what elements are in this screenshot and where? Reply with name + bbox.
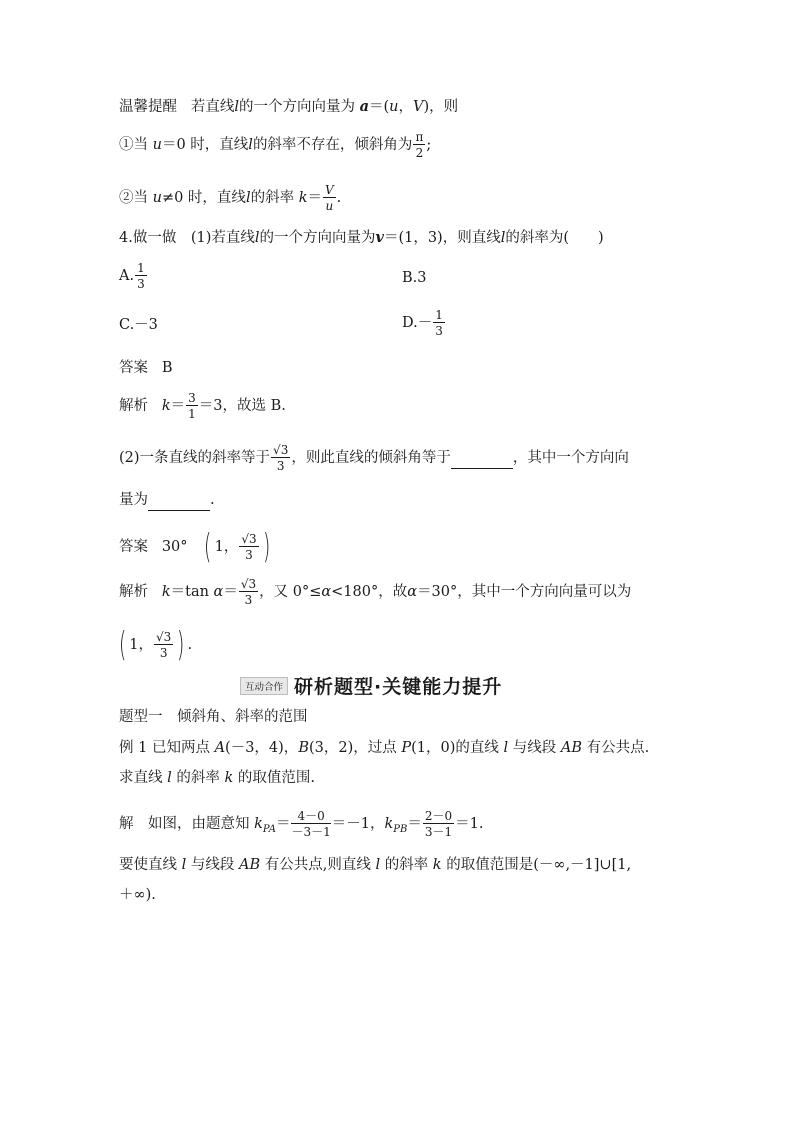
tip-text: 的一个方向向量为 [238,99,355,115]
solution-text: ＝－1， [331,816,385,832]
conclusion-text: 要使直线 [119,857,177,873]
var-k: k [161,584,171,600]
var-u: u [152,137,162,153]
denominator: 3 [435,324,443,338]
fraction [186,392,198,420]
numerator: V [324,183,334,197]
example-text: 与线段 [512,740,557,756]
numerator: 3 [188,391,196,405]
answer-2 [119,527,273,567]
solution-text: ，又 0°≤ [259,584,322,600]
var-k: k [161,398,171,414]
option-label: C.－3 [119,317,158,333]
section-banner [240,672,502,699]
example-text: 的斜率 [176,770,220,786]
fraction [291,810,330,838]
solution-1 [119,392,286,420]
denominator: 3 [276,459,285,473]
vector-v: v [375,229,384,246]
example-text: (1，0)的直线 [411,740,499,756]
denominator: 3 [137,277,145,291]
example-text: 例 1 已知两点 [119,740,210,756]
numerator: π [415,130,424,144]
var-u: u [152,190,162,206]
option-d [402,309,446,337]
solution-3 [119,810,483,840]
question-text: ，其中一个方向向 [512,450,629,466]
var-alpha: α [321,584,332,600]
var-l: l [500,230,506,246]
question-text: (2)一条直线的斜率等于 [119,450,271,466]
left-paren: ( [204,527,212,567]
right-paren: ) [177,625,185,665]
question-4-2-cont [119,490,215,511]
question-text: 的斜率为( ) [505,230,604,246]
conclusion-text: 与线段 [190,857,235,873]
tip-line [119,97,458,117]
var-alpha: α [407,584,418,600]
fraction [239,533,258,561]
conclusion [119,855,631,875]
numerator: √3 [241,532,257,546]
denominator: 1 [188,407,196,421]
conclusion-text: 的斜率 [384,857,429,873]
fraction [135,262,147,290]
example-text: 的取值范围. [237,770,315,786]
example-text: (3，2)，过点 [308,740,397,756]
answer-value: B [161,360,173,376]
var-k: k [432,857,442,873]
solution-text: 解 如图，由题意知 [119,816,250,832]
numerator: √3 [156,630,172,644]
item-text: ＝ [307,190,322,206]
fraction [271,444,290,472]
var-v: V [413,99,424,115]
solution-2 [119,578,631,606]
item-text: 的斜率 [250,190,295,206]
var-k: k [298,190,308,206]
answer-value: 30° [161,539,188,555]
question-text: . [210,492,215,508]
tip-text: ＝( [368,99,390,115]
var-l: l [503,740,509,756]
conclusion-cont [119,885,156,905]
segment-ab: AB [560,740,582,756]
numerator: 1 [137,261,145,275]
numerator: 1 [435,308,443,322]
option-label: A. [119,268,135,284]
option-a [119,262,148,290]
tip-text: )，则 [423,99,459,115]
point-a: A [214,740,226,756]
vector-component: 1， [214,539,239,555]
item-text: ①当 [119,137,148,153]
solution-label: 解析 [119,584,148,600]
type-heading-text: 题型一 倾斜角、斜率的范围 [119,709,308,725]
conclusion-text: 的取值范围是(－∞,－1]∪[1, [446,857,632,873]
denominator: －3－1 [291,825,331,839]
question-text: 量为 [119,492,148,508]
question-text: 4.做一做 (1)若直线 [119,230,255,246]
fraction [423,810,454,838]
right-paren: ) [262,527,270,567]
var-l: l [254,230,260,246]
example-1 [119,738,649,758]
subscript: PA [262,823,276,835]
var-l: l [181,857,187,873]
var-l: l [248,137,253,153]
segment-ab: AB [238,857,261,873]
item-text: . [336,190,342,206]
answer-1 [119,358,172,378]
answer-label: 答案 [119,539,148,555]
type-heading [119,707,308,727]
option-label: B.3 [402,270,427,286]
fraction [413,131,425,159]
vector-a: a [359,98,369,115]
solution-text: ＝ [275,816,291,832]
denominator: u [325,199,334,213]
fraction [433,309,445,337]
question-4-1 [119,228,604,248]
solution-text: . [187,637,193,653]
solution-text: ＝ [223,584,238,600]
denominator: 2 [415,146,424,160]
numerator: 2－0 [424,809,453,823]
solution-text: ＝tan [170,584,209,600]
option-c [119,315,158,335]
question-text: ，则此直线的倾斜角等于 [291,450,451,466]
option-b [402,268,427,288]
solution-text: <180°，故 [331,584,408,600]
left-paren: ( [118,625,127,665]
section-badge: 互动合作 [240,677,288,695]
var-u: u [389,99,399,115]
question-4-2 [119,444,629,472]
example-text: 求直线 [119,770,163,786]
fraction [239,578,258,606]
denominator: 3 [159,646,168,660]
vector-component: 1， [129,637,153,653]
point-p: P [401,740,412,756]
tip-text: 若直线 [190,99,235,115]
question-text: 的一个方向向量为 [259,230,376,246]
var-l: l [375,857,381,873]
fraction [154,631,173,659]
denominator: 3 [245,548,253,562]
item-text: ; [426,137,432,153]
item-text: ≠0 时，直线 [161,190,246,206]
tip-item-2 [119,184,341,212]
var-alpha: α [213,584,224,600]
question-text: ＝(1，3)，则直线 [383,230,501,246]
solution-text: ＝30°，其中一个方向向量可以为 [417,584,632,600]
var-l: l [245,190,251,206]
conclusion-text: 有公共点,则直线 [264,857,371,873]
conclusion-text: ＋∞). [119,887,156,903]
var-k: k [254,816,263,832]
var-k: k [224,770,234,786]
answer-label: 答案 [119,360,148,376]
denominator: 3－1 [424,825,453,839]
numerator: √3 [273,443,289,457]
subscript: PB [393,823,408,835]
item-text: ＝0 时，直线 [161,137,249,153]
var-k: k [384,816,394,832]
point-b: B [298,740,309,756]
solution-label: 解析 [119,398,148,414]
var-l: l [167,770,172,786]
answer-blank[interactable] [451,448,513,469]
example-text: 有公共点. [586,740,650,756]
option-label: D.－ [402,315,433,331]
item-text: ②当 [119,190,148,206]
example-text: (－3，4)， [225,740,299,756]
tip-text: ， [398,99,413,115]
solution-text: ＝ [170,398,186,414]
tip-label: 温馨提醒 [119,99,177,115]
numerator: 4－0 [291,810,330,824]
item-text: 的斜率不存在，倾斜角为 [252,137,413,153]
numerator: √3 [240,577,257,591]
fraction [323,184,336,212]
solution-text: ＝3，故选 B. [198,398,286,414]
var-l: l [234,99,239,115]
solution-2-vector [116,625,193,665]
section-title: 研析题型·关键能力提升 [294,676,503,698]
tip-item-1 [119,131,431,159]
solution-text: ＝1. [455,816,484,832]
solution-text: ＝ [407,816,422,832]
answer-blank[interactable] [148,490,210,511]
denominator: 3 [244,593,253,607]
example-1-cont [119,768,315,788]
